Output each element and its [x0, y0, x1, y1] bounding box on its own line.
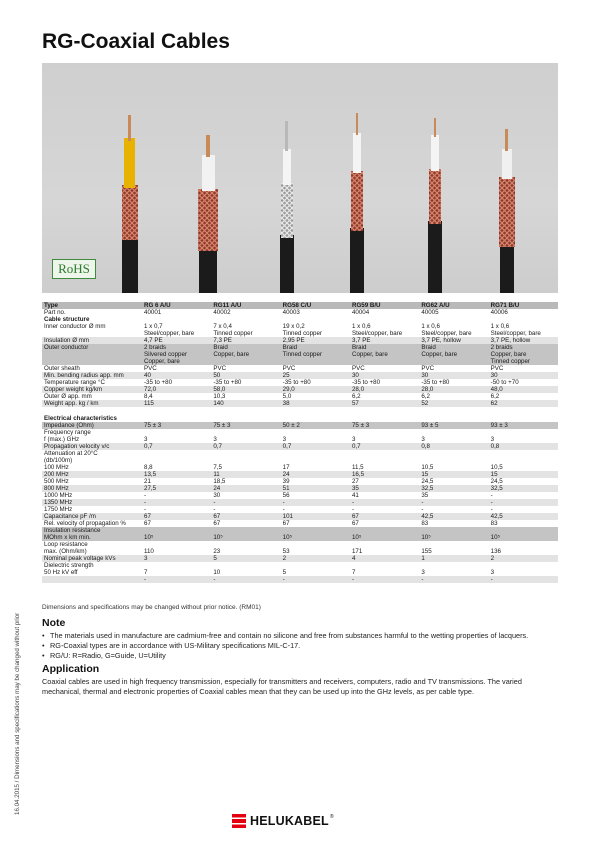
table-cell: 13,5 — [142, 471, 211, 478]
table-cell: 4 — [350, 555, 419, 562]
table-cell — [350, 450, 419, 464]
table-cell: 3 — [144, 436, 148, 443]
table-cell — [419, 407, 488, 415]
table-cell: - — [144, 506, 147, 513]
table-row — [42, 344, 558, 365]
table-cell: 11,5 — [351, 464, 364, 471]
row-label: Part no. — [44, 309, 66, 316]
table-cell — [489, 450, 558, 464]
disclaimer: Dimensions and specifications may be changed without prior notice. (RM01) — [42, 604, 261, 611]
table-cell — [419, 316, 488, 323]
table-cell: 30 — [489, 372, 558, 379]
table-cell: - — [490, 506, 493, 513]
table-cell: 23 — [213, 548, 221, 555]
table-row — [42, 520, 558, 527]
table-cell — [142, 407, 211, 415]
header-cable-type: RG71 B/U — [489, 302, 558, 309]
note-item: • The materials used in manufacture are cadmium-free and contain no silicone and free from substances harmful to the wetting properties of lacquers. — [42, 631, 529, 640]
table-cell: 52 — [419, 400, 488, 407]
table-cell: -35 to +80 — [213, 379, 242, 386]
table-cell — [211, 415, 280, 422]
table-cell: - — [281, 576, 350, 583]
page-title: RG-Coaxial Cables — [42, 30, 230, 53]
cable-photo — [42, 63, 558, 293]
table-cell: 7,5 — [213, 464, 222, 471]
row-label: 500 MHz — [44, 478, 69, 485]
table-section-row — [42, 415, 558, 422]
table-cell: 40 — [142, 372, 211, 379]
table-cell: 67 — [213, 520, 221, 527]
row-label: 1000 MHz — [44, 492, 73, 499]
table-cell — [211, 316, 280, 323]
table-cell: 57 — [350, 400, 419, 407]
row-label: Copper weight kg/km — [42, 386, 142, 393]
table-cell: - — [211, 576, 280, 583]
table-cell: 15 — [489, 471, 558, 478]
table-cell: 83 — [490, 520, 498, 527]
table-cell: 93 ± 3 — [489, 422, 558, 429]
table-row — [42, 400, 558, 407]
table-cell: - — [142, 499, 211, 506]
table-row — [42, 337, 558, 344]
row-label — [42, 407, 142, 415]
table-cell — [281, 407, 350, 415]
row-label: Weight app. kg / km — [42, 400, 142, 407]
row-label: Loop resistance max. (Ohm/km) — [44, 541, 88, 555]
table-cell: 29,0 — [281, 386, 350, 393]
table-cell: 6,2 — [421, 393, 430, 400]
table-cell: 7,3 PE — [211, 337, 280, 344]
table-cell: 25 — [281, 372, 350, 379]
table-cell: 1 x 0,7 Steel/copper, bare — [144, 323, 195, 337]
row-label: Outer sheath — [44, 365, 80, 372]
table-cell: 50 ± 2 — [281, 422, 350, 429]
table-cell: 67 — [211, 513, 280, 520]
table-cell: PVC — [490, 365, 504, 372]
table-cell: Braid Copper, bare — [419, 344, 488, 365]
table-cell: 21 — [144, 478, 151, 485]
row-label — [42, 576, 142, 583]
row-label: Frequency range f (max.) GHz — [44, 429, 91, 443]
table-row — [42, 513, 558, 520]
table-cell — [350, 407, 419, 415]
row-label: Nominal peak voltage kVs — [42, 555, 142, 562]
table-row — [42, 372, 558, 379]
table-cell: 3,7 PE, hollow — [419, 337, 488, 344]
table-cell: - — [489, 576, 558, 583]
table-cell: 19 x 0,2 Tinned copper — [282, 323, 322, 337]
table-section-row — [42, 316, 558, 323]
table-cell: 8,4 — [144, 393, 153, 400]
table-row — [42, 541, 558, 555]
table-cell: 93 ± 5 — [419, 422, 488, 429]
table-cell: 58,0 — [211, 386, 280, 393]
cable-rg6 — [122, 115, 138, 293]
table-cell — [142, 316, 211, 323]
table-cell — [489, 407, 558, 415]
header-cable-type: RG 6 A/U — [142, 302, 211, 309]
table-row — [42, 471, 558, 478]
table-cell: 3 — [490, 436, 495, 443]
table-cell: 27,5 — [142, 485, 211, 492]
table-cell: Braid Copper, bare — [211, 344, 280, 365]
table-cell: 15 — [419, 471, 488, 478]
table-row — [42, 478, 558, 485]
table-row — [42, 429, 558, 443]
table-row — [42, 464, 558, 471]
table-cell: 155 — [421, 548, 432, 555]
table-cell: Braid Tinned copper — [281, 344, 350, 365]
row-label: Dielectric strength 50 Hz kV eff — [44, 562, 94, 576]
table-cell: -35 to +80 — [144, 379, 173, 386]
helukabel-logo — [232, 813, 334, 829]
row-label: 1350 MHz — [42, 499, 142, 506]
table-cell: 67 — [351, 520, 359, 527]
note-item: • RG/U: R=Radio, G=Guide, U=Utility — [42, 651, 166, 660]
header-type: Type — [42, 302, 142, 309]
table-cell: 24 — [281, 471, 350, 478]
table-row — [42, 393, 558, 400]
table-cell: 2 braids Copper, bare Tinned copper — [489, 344, 558, 365]
table-cell: 2 braids Silvered copper Copper, bare — [142, 344, 211, 365]
table-cell: 38 — [281, 400, 350, 407]
table-cell: 3 — [421, 569, 425, 576]
table-cell: 1 — [419, 555, 488, 562]
table-cell: 28,0 — [350, 386, 419, 393]
table-cell: 115 — [142, 400, 211, 407]
table-cell: 0,7 — [142, 443, 211, 450]
table-cell: 5,0 — [282, 393, 292, 400]
table-cell: 40006 — [490, 309, 508, 316]
table-cell: 2,95 PE — [281, 337, 350, 344]
table-cell — [489, 316, 558, 323]
table-body — [42, 309, 558, 583]
table-cell: 51 — [281, 485, 350, 492]
table-cell: 53 — [282, 548, 290, 555]
table-cell: 75 ± 3 — [211, 422, 280, 429]
row-label: 200 MHz — [42, 471, 142, 478]
table-cell: 7 — [144, 569, 148, 576]
table-cell: 2 — [489, 555, 558, 562]
table-cell: 4,7 PE — [142, 337, 211, 344]
table-cell: 3 — [351, 436, 356, 443]
table-cell: 30 — [350, 372, 419, 379]
table-cell: 7 — [351, 569, 356, 576]
table-cell: 1 x 0,6 Steel/copper, bare — [351, 323, 403, 337]
row-label: Cable structure — [44, 316, 90, 323]
table-cell: 30 — [213, 492, 221, 499]
header-cable-type: RG62 A/U — [419, 302, 488, 309]
table-row — [42, 499, 558, 506]
table-row — [42, 386, 558, 393]
table-cell: 6,2 — [351, 393, 361, 400]
table-cell: 101 — [281, 513, 350, 520]
table-cell: - — [350, 576, 419, 583]
table-cell: 171 — [351, 548, 363, 555]
table-cell: 3 — [142, 555, 211, 562]
row-label: Electrical characteristics — [44, 415, 117, 422]
row-label: Insulation resistance MOhm x km min. — [42, 527, 142, 541]
table-cell: 1 x 0,6 Steel/copper, bare — [490, 323, 541, 337]
row-label: 1750 MHz — [44, 506, 73, 513]
table-cell: - — [489, 499, 558, 506]
table-cell: - — [211, 499, 280, 506]
table-cell: 24 — [211, 485, 280, 492]
table-cell: 0,7 — [281, 443, 350, 450]
table-cell: 24,5 — [421, 478, 434, 485]
table-cell: 3,7 PE — [350, 337, 419, 344]
table-cell: - — [350, 499, 419, 506]
application-text: Coaxial cables are used in high frequency transmission, especially for transmitters and receivers, computers, radio and TV transmissions. The varied mechanical, thermal and electronic properties of Coaxial cables mean that they can be used up into the GHz levels, as per cable type. — [42, 677, 522, 696]
table-cell: 67 — [142, 513, 211, 520]
table-cell: - — [419, 499, 488, 506]
table-cell: 48,0 — [489, 386, 558, 393]
table-cell: 3 — [490, 569, 495, 576]
table-cell: 62 — [489, 400, 558, 407]
table-cell: 50 — [211, 372, 280, 379]
table-cell: 136 — [490, 548, 501, 555]
application-heading: Application — [42, 663, 100, 675]
header-cable-type: RG11 A/U — [211, 302, 280, 309]
table-cell: - — [490, 492, 493, 499]
side-date-text: 16.04.2015 / Dimensions and specifications may be changed without prior — [14, 612, 21, 815]
table-cell: 10⁵ — [142, 527, 211, 541]
table-cell: 17 — [282, 464, 290, 471]
table-cell — [281, 316, 350, 323]
table-cell: 32,5 — [419, 485, 488, 492]
table-cell: 75 ± 3 — [142, 422, 211, 429]
table-cell: 10,3 — [213, 393, 226, 400]
header-cable-type: RG59 B/U — [350, 302, 419, 309]
table-cell: 67 — [350, 513, 419, 520]
table-cell: 0,7 — [211, 443, 280, 450]
table-row — [42, 379, 558, 386]
table-cell: Braid Copper, bare — [350, 344, 419, 365]
header-cable-type: RG58 C/U — [281, 302, 350, 309]
row-label: Insulation Ø mm — [42, 337, 142, 344]
table-row — [42, 485, 558, 492]
table-cell — [419, 415, 488, 422]
table-row — [42, 555, 558, 562]
table-cell: 10,5 — [490, 464, 503, 471]
table-cell: 10,5 — [421, 464, 434, 471]
table-cell: 40005 — [421, 309, 439, 316]
table-cell: 18,5 — [213, 478, 226, 485]
table-cell: 140 — [211, 400, 280, 407]
note-item: • RG-Coaxial types are in accordance with US-Military specifications MIL-C-17. — [42, 641, 301, 650]
table-cell — [350, 415, 419, 422]
table-cell: - — [419, 576, 488, 583]
table-cell: 67 — [144, 520, 151, 527]
registered-mark: ® — [329, 814, 334, 820]
table-cell: 40003 — [282, 309, 300, 316]
table-row — [42, 365, 558, 372]
table-cell: 5 — [211, 555, 280, 562]
cable-illustration — [42, 63, 558, 293]
table-cell: 6,2 — [490, 393, 500, 400]
row-label: Attenuation at 20°C (db/100m) — [44, 450, 98, 464]
table-cell: PVC — [213, 365, 227, 372]
table-row — [42, 527, 558, 541]
table-cell: 28,0 — [419, 386, 488, 393]
row-label: Impedance (Ohm) — [42, 422, 142, 429]
table-cell: 3 — [213, 436, 217, 443]
spec-table — [42, 302, 558, 583]
table-row — [42, 576, 558, 583]
table-cell: -35 to +80 — [351, 379, 381, 386]
table-cell: 40001 — [144, 309, 162, 316]
row-label: Propagation velocity v/c — [42, 443, 142, 450]
table-cell: 35 — [421, 492, 429, 499]
table-cell: 3,7 PE, hollow — [489, 337, 558, 344]
table-row — [42, 309, 558, 316]
table-cell: 10⁵ — [419, 527, 488, 541]
table-cell: 42,5 — [489, 513, 558, 520]
table-cell: 110 — [144, 548, 154, 555]
row-label: 100 MHz — [44, 464, 69, 471]
table-cell: 10 — [213, 569, 221, 576]
table-cell: 2 — [281, 555, 350, 562]
table-cell: 32,5 — [489, 485, 558, 492]
table-cell: PVC — [282, 365, 296, 372]
table-cell: - — [281, 499, 350, 506]
table-row — [42, 422, 558, 429]
table-cell: 24,5 — [490, 478, 503, 485]
table-cell: 30 — [419, 372, 488, 379]
table-row — [42, 450, 558, 464]
helukabel-logo-icon — [232, 814, 246, 828]
table-cell: 16,5 — [350, 471, 419, 478]
table-cell: -50 to +70 — [490, 379, 519, 386]
rohs-badge: RoHS — [52, 259, 96, 279]
brand-name: HELUKABEL — [250, 814, 329, 828]
table-cell — [211, 450, 280, 464]
table-row — [42, 443, 558, 450]
table-cell: 39 — [282, 478, 290, 485]
table-cell: 40002 — [213, 309, 231, 316]
cable-rg59 — [350, 113, 364, 293]
table-cell: 7 x 0,4 Tinned copper — [213, 323, 253, 337]
note-list — [42, 631, 562, 661]
table-cell — [142, 450, 211, 464]
row-label: Outer Ø app. mm — [44, 393, 92, 400]
table-cell: 40004 — [351, 309, 370, 316]
table-row — [42, 323, 558, 337]
table-cell — [281, 450, 350, 464]
table-cell: 75 ± 3 — [350, 422, 419, 429]
table-cell: - — [351, 506, 355, 513]
table-cell: 56 — [282, 492, 290, 499]
table-cell: 35 — [350, 485, 419, 492]
table-header-row — [42, 302, 558, 309]
table-cell: 42,5 — [419, 513, 488, 520]
table-cell: 10⁵ — [211, 527, 280, 541]
table-cell: 10⁵ — [281, 527, 350, 541]
cable-rg71 — [499, 129, 515, 293]
cable-rg62 — [428, 118, 442, 293]
table-cell: PVC — [421, 365, 435, 372]
cable-rg11 — [198, 135, 218, 293]
table-cell: 10⁵ — [350, 527, 419, 541]
table-cell — [281, 415, 350, 422]
table-cell: 41 — [351, 492, 359, 499]
table-cell: 27 — [351, 478, 359, 485]
table-cell: -35 to +80 — [282, 379, 311, 386]
table-cell: 11 — [211, 471, 280, 478]
row-label: Inner conductor Ø mm — [44, 323, 106, 330]
table-cell: 0,8 — [489, 443, 558, 450]
note-heading: Note — [42, 617, 66, 629]
table-cell: - — [213, 506, 216, 513]
table-cell — [419, 450, 488, 464]
row-label: Rel. velocity of propagation % — [44, 520, 126, 527]
table-cell: - — [421, 506, 424, 513]
table-cell — [489, 415, 558, 422]
cable-rg58 — [280, 121, 294, 293]
table-cell — [211, 407, 280, 415]
table-cell: - — [142, 576, 211, 583]
table-cell: 8,8 — [144, 464, 153, 471]
table-cell: 3 — [282, 436, 287, 443]
table-cell: PVC — [144, 365, 157, 372]
table-row — [42, 407, 558, 415]
table-cell: 10⁵ — [489, 527, 558, 541]
row-label: Temperature range °C — [44, 379, 105, 386]
table-row — [42, 562, 558, 576]
table-cell: 0,7 — [350, 443, 419, 450]
table-cell: - — [144, 492, 147, 499]
table-cell: 3 — [421, 436, 425, 443]
table-cell — [350, 316, 419, 323]
table-cell: 5 — [282, 569, 287, 576]
table-cell: 83 — [421, 520, 429, 527]
table-cell: 67 — [282, 520, 290, 527]
table-cell: PVC — [351, 365, 365, 372]
table-cell: 1 x 0,6 Steel/copper, bare — [421, 323, 472, 337]
table-row — [42, 492, 558, 499]
table-row — [42, 506, 558, 513]
table-cell: - — [282, 506, 285, 513]
table-cell: 0,8 — [419, 443, 488, 450]
row-label: Min. bending radius app. mm — [42, 372, 142, 379]
table-cell — [142, 415, 211, 422]
row-label: Capacitance pF /m — [42, 513, 142, 520]
row-label: Outer conductor — [42, 344, 142, 365]
table-cell: 72,0 — [142, 386, 211, 393]
row-label: 800 MHz — [42, 485, 142, 492]
table-cell: -35 to +80 — [421, 379, 450, 386]
